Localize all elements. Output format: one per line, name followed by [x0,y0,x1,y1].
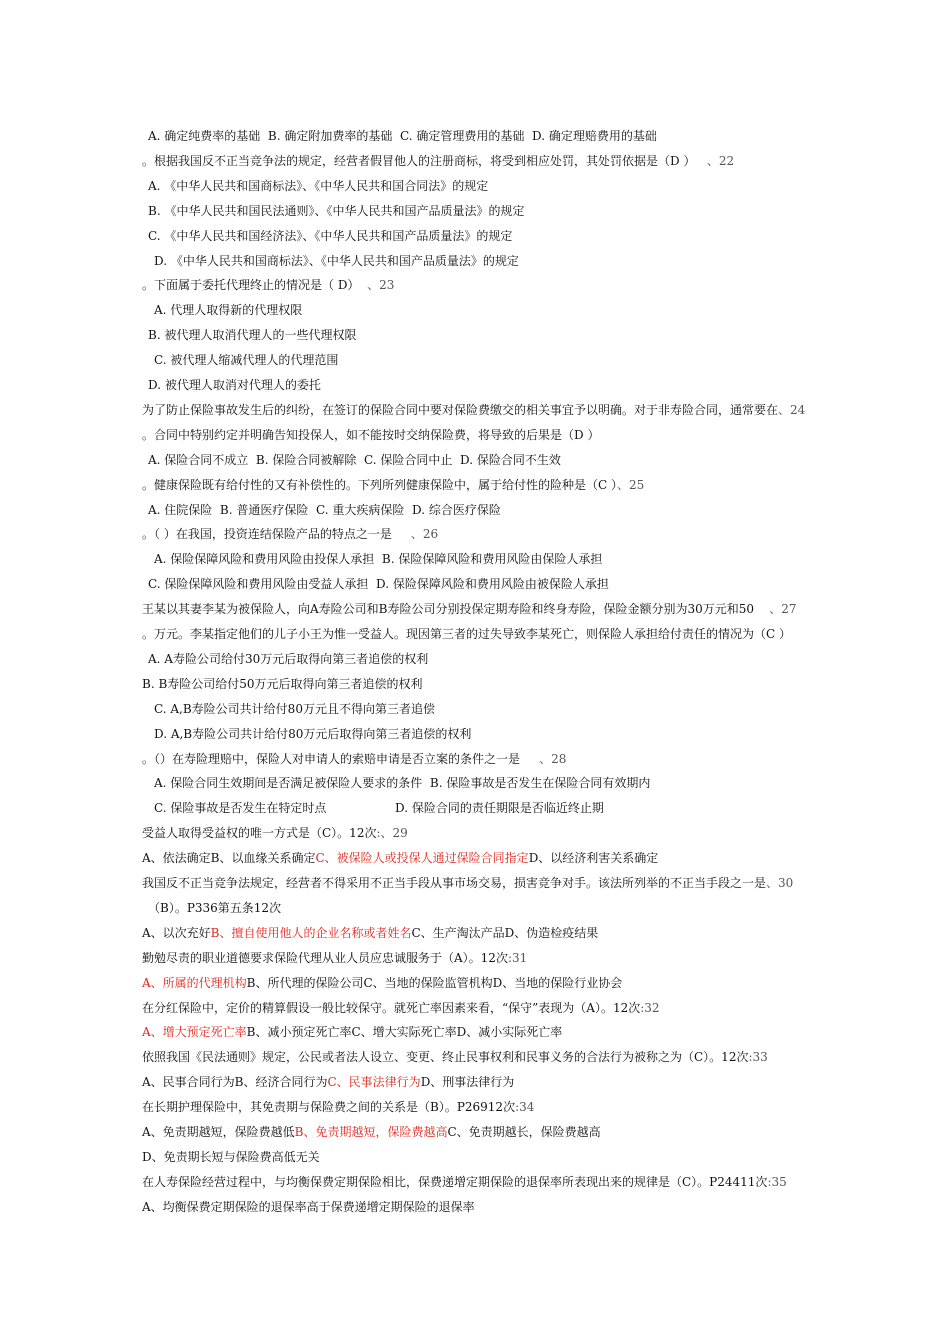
text-segment: 。下面属于委托代理终止的情况是（ D） [142,278,364,292]
text-segment: C. 被代理人缩减代理人的代理范围 [154,353,339,367]
text-segment: A. 住院保险 B. 普通医疗保险 C. 重大疾病保险 D. 综合医疗保险 [148,503,501,517]
text-line [142,950,527,966]
text-line [148,128,657,144]
text-segment: 受益人取得受益权的唯一方式是（C）。12次 [142,826,377,840]
text-line [142,427,599,443]
text-line [142,676,423,692]
text-line [148,178,488,194]
text-line [142,626,791,642]
text-line [142,1099,534,1115]
text-line [148,377,321,393]
question-number: 、28 [523,752,567,766]
text-segment: D、免责期长短与保险费高低无关 [142,1150,320,1164]
text-segment: B. 被代理人取消代理人的一些代理权限 [148,328,357,342]
text-segment: D、刑事法律行为 [420,1075,515,1089]
text-segment: 。（）在寿险理赔中，保险人对申请人的索赔申请是否立案的条件之一是 [142,752,524,766]
question-number: :35 [767,1175,787,1189]
question-number: :34 [515,1100,535,1114]
text-line [148,203,524,219]
text-segment: 在长期护理保险中，其免责期与保险费之间的关系是（B）。P26912次 [142,1100,516,1114]
text-line [142,925,598,941]
text-segment: 为了防止保险事故发生后的纠纷，在签订的保险合同中要对保险费缴交的相关事宜予以明确。对于非寿险合同，通常要在 [142,403,779,417]
text-line [142,1174,787,1190]
text-line [148,651,428,667]
text-line [142,975,622,991]
text-segment: B. 《中华人民共和国民法通则》、《中华人民共和国产品质量法》的规定 [148,204,525,218]
question-number: :31 [507,951,528,965]
text-segment: B. B寿险公司给付50万元后取得向第三者追偿的权利 [142,677,423,691]
text-line [142,825,408,841]
text-segment: A. 《中华人民共和国商标法》、《中华人民共和国合同法》的规定 [148,179,489,193]
text-segment: D. 《中华人民共和国商标法》、《中华人民共和国产品质量法》的规定 [154,254,519,268]
question-number: 、22 [695,154,735,168]
text-segment: 依照我国《民法通则》规定，公民或者法人设立、变更、终止民事权利和民事义务的合法行为被称之为（C）。12次 [142,1050,749,1064]
text-segment: A、以次充好 [142,926,211,940]
text-line [142,875,793,891]
text-segment: A. 确定纯费率的基础 B. 确定附加费率的基础 C. 确定管理费用的基础 D. 确定理赔费用的基础 [148,129,657,143]
highlighted-answer: A、所属的代理机构 [142,976,247,990]
text-segment: A. 代理人取得新的代理权限 [154,303,303,317]
text-segment: A. 保险保障风险和费用风险由投保人承担 B. 保险保障风险和费用风险由保险人承担 [154,552,603,566]
text-line [148,900,281,916]
text-segment: C、生产淘汰产品D、伪造检疫结果 [411,926,599,940]
text-segment: A、民事合同行为B、经济合同行为 [142,1075,328,1089]
text-line [142,153,734,169]
text-line [142,1049,768,1065]
highlighted-answer: B、擅自使用他人的企业名称或者姓名 [210,926,412,940]
text-segment: A. 保险合同不成立 B. 保险合同被解除 C. 保险合同中止 D. 保险合同不生效 [148,453,561,467]
text-segment: A、免责期越短，保险费越低 [142,1125,295,1139]
text-line [142,277,394,293]
text-segment: A、依法确定B、以血缘关系确定 [142,851,316,865]
text-segment: A. A寿险公司给付30万元后取得向第三者追偿的权利 [148,652,429,666]
text-segment: 在人寿保险经营过程中，与均衡保费定期保险相比，保费递增定期保险的退保率所表现出来的规律是（C）。P24411次 [142,1175,768,1189]
question-number: :、29 [376,826,408,840]
question-number: 、27 [757,602,797,616]
text-segment: 。健康保险既有给付性的又有补偿性的。下列所列健康保险中，属于给付性的险种是（C ） [142,478,617,492]
text-line [154,726,471,742]
text-segment: 。万元。李某指定他们的儿子小王为惟一受益人。现因第三者的过失导致李某死亡，则保险人承担给付责任的情况为（C ） [142,627,792,641]
text-segment: 在分红保险中，定价的精算假设一般比较保守。就死亡率因素来看，“保守”表现为（A）。12次 [142,1001,641,1015]
text-line [154,551,602,567]
text-line [148,502,501,518]
question-number: 、23 [363,278,395,292]
text-line [142,1074,514,1090]
text-segment: C. 保险事故是否发生在特定时点 D. 保险合同的责任期限是否临近终止期 [154,801,604,815]
text-line [154,800,604,816]
question-number: 、30 [766,876,794,890]
question-number: 、26 [395,527,439,541]
text-line [142,751,566,767]
text-line [142,477,644,493]
text-segment: D、以经济利害关系确定 [528,851,659,865]
text-segment: C、免责期越长，保险费越高 [447,1125,601,1139]
text-line [142,1000,660,1016]
text-line [154,253,519,269]
text-segment: A. 保险合同生效期间是否满足被保险人要求的条件 B. 保险事故是否发生在保险合同有效期内 [154,776,651,790]
text-line [142,850,658,866]
text-segment: 。（ ）在我国，投资连结保险产品的特点之一是 [142,527,396,541]
text-line [142,1124,601,1140]
text-segment: （B）。P336第五条12次 [148,901,282,915]
text-segment: D. A,B寿险公司共计给付80万元后取得向第三者追偿的权利 [154,727,472,741]
highlighted-answer: A、增大预定死亡率 [142,1025,247,1039]
text-line [142,1024,562,1040]
highlighted-answer: B、免责期越短，保险费越高 [294,1125,448,1139]
text-segment: 王某以其妻李某为被保险人，向A寿险公司和B寿险公司分别投保定期寿险和终身寿险，保险金额分别为30万元和50 [142,602,758,616]
text-segment: A、均衡保费定期保险的退保率高于保费递增定期保险的退保率 [142,1200,475,1214]
question-number: 、25 [617,478,645,492]
text-segment: C. A,B寿险公司共计给付80万元且不得向第三者追偿 [154,702,435,716]
text-segment: B、所代理的保险公司C、当地的保险监管机构D、当地的保险行业协会 [246,976,623,990]
text-segment: C. 《中华人民共和国经济法》、《中华人民共和国产品质量法》的规定 [148,229,513,243]
text-segment: B、减小预定死亡率C、增大实际死亡率D、减小实际死亡率 [246,1025,563,1039]
text-line [154,352,338,368]
text-line [142,402,805,418]
text-line [148,327,356,343]
text-line [154,302,302,318]
question-number: :32 [640,1001,660,1015]
text-line [148,452,561,468]
text-line [142,1149,320,1165]
question-number: 、24 [778,403,806,417]
text-segment: C. 保险保障风险和费用风险由受益人承担 D. 保险保障风险和费用风险由被保险人承担 [148,577,609,591]
text-segment: 勤勉尽责的职业道德要求保险代理从业人员应忠诚服务于（A）。12次 [142,951,508,965]
text-segment: 。合同中特别约定并明确告知投保人，如不能按时交纳保险费，将导致的后果是（D ） [142,428,600,442]
text-line [142,601,797,617]
text-line [142,1199,475,1215]
text-line [154,775,650,791]
text-line [154,701,435,717]
text-segment: 。根据我国反不正当竞争法的规定，经营者假冒他人的注册商标，将受到相应处罚，其处罚依据是（D ） [142,154,696,168]
text-line [148,576,609,592]
text-line [142,526,438,542]
text-line [148,228,512,244]
text-segment: 我国反不正当竞争法规定，经营者不得采用不正当手段从事市场交易，损害竞争对手。该法所列举的不正当手段之一是 [142,876,767,890]
highlighted-answer: C、被保险人或投保人通过保险合同指定 [315,851,529,865]
highlighted-answer: C、民事法律行为 [327,1075,421,1089]
question-number: :33 [748,1050,768,1064]
text-segment: D. 被代理人取消对代理人的委托 [148,378,321,392]
